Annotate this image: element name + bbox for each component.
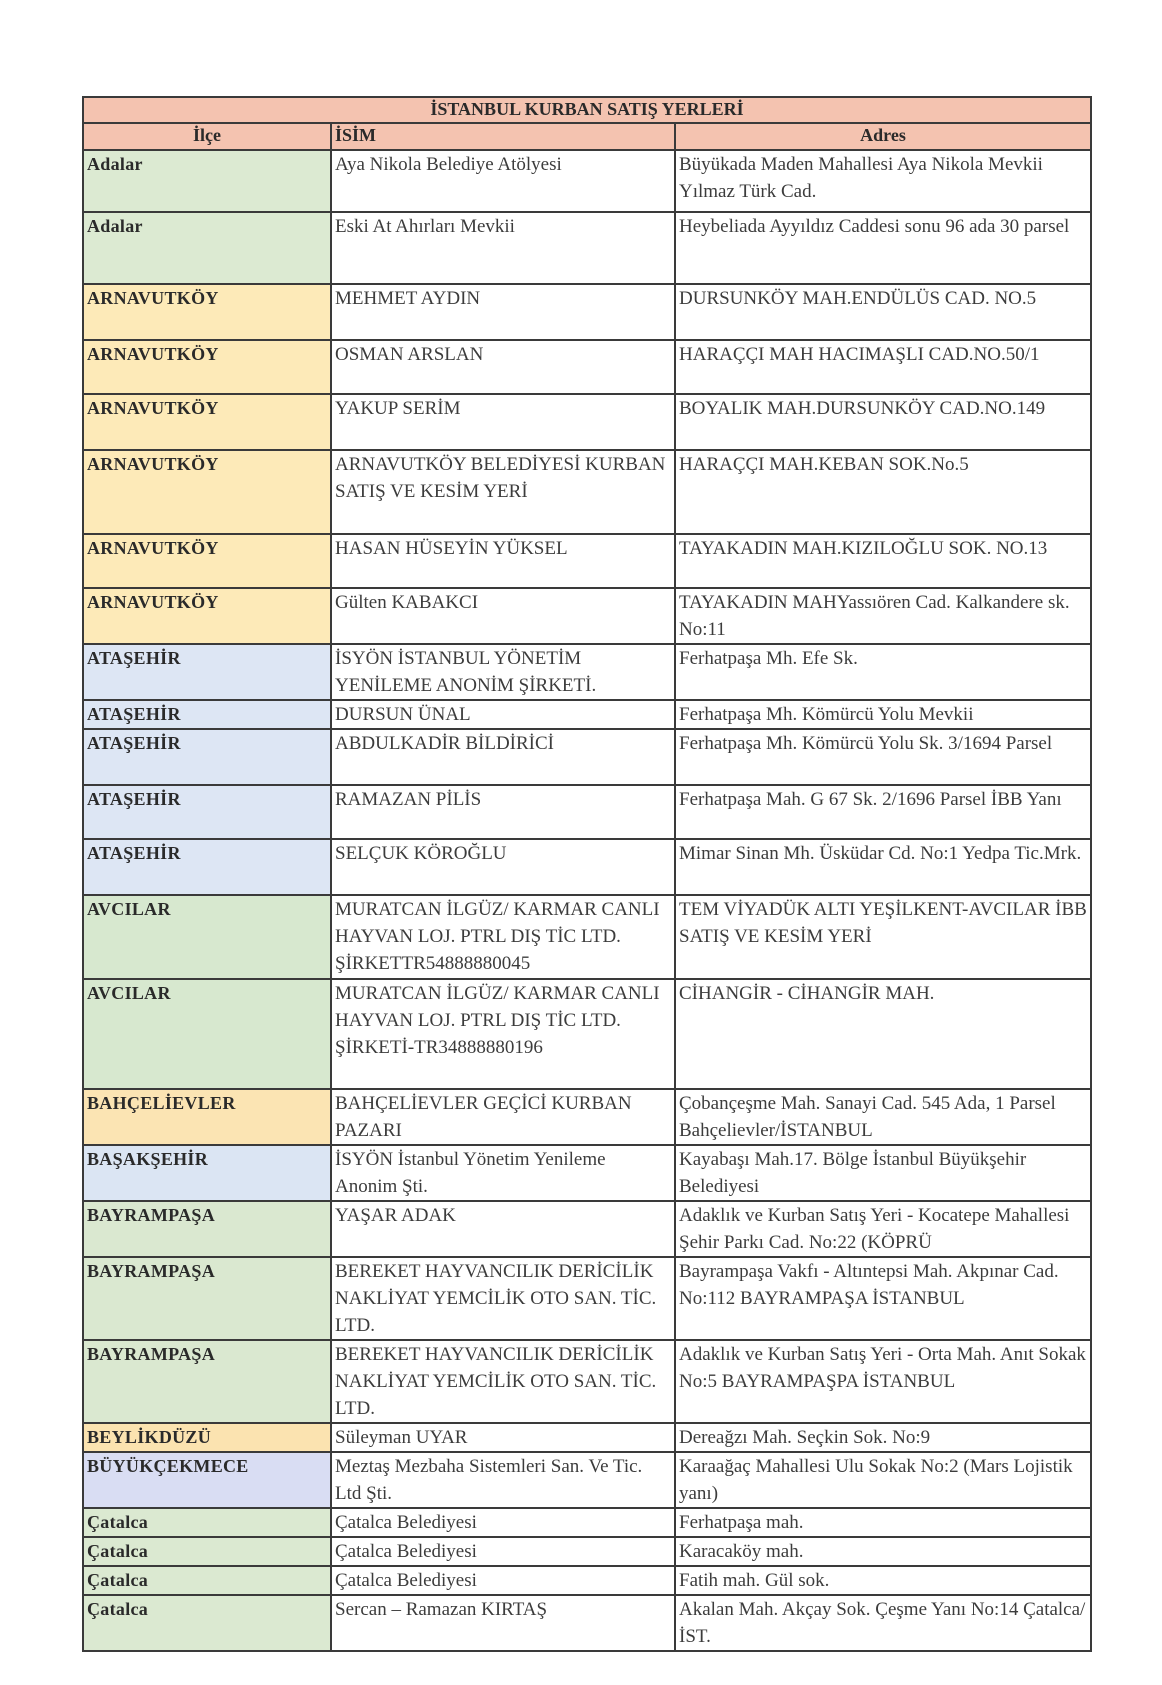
isim-cell: HASAN HÜSEYİN YÜKSEL <box>331 534 675 588</box>
isim-cell: Çatalca Belediyesi <box>331 1508 675 1537</box>
adres-cell: BOYALIK MAH.DURSUNKÖY CAD.NO.149 <box>675 394 1091 450</box>
table-row <box>83 588 1091 644</box>
table-header-row <box>83 123 1091 150</box>
adres-cell: HARAÇÇI MAH HACIMAŞLI CAD.NO.50/1 <box>675 340 1091 394</box>
table-row <box>83 729 1091 785</box>
adres-cell: Bayrampaşa Vakfı - Altıntepsi Mah. Akpınar Cad. No:112 BAYRAMPAŞA İSTANBUL <box>675 1257 1091 1340</box>
column-header-ilce: İlçe <box>83 123 331 150</box>
isim-cell: YAŞAR ADAK <box>331 1201 675 1257</box>
table-row <box>83 1145 1091 1201</box>
isim-cell: İSYÖN İSTANBUL YÖNETİM YENİLEME ANONİM ŞİRKETİ. <box>331 644 675 700</box>
ilce-cell: Adalar <box>83 150 331 212</box>
table-row <box>83 534 1091 588</box>
table-row <box>83 644 1091 700</box>
isim-cell: İSYÖN İstanbul Yönetim Yenileme Anonim Şti. <box>331 1145 675 1201</box>
table-row <box>83 1423 1091 1452</box>
isim-cell: YAKUP SERİM <box>331 394 675 450</box>
table-row <box>83 340 1091 394</box>
adres-cell: Büyükada Maden Mahallesi Aya Nikola Mevkii Yılmaz Türk Cad. <box>675 150 1091 212</box>
column-header-isim: İSİM <box>331 123 675 150</box>
table-row <box>83 1089 1091 1145</box>
isim-cell: OSMAN ARSLAN <box>331 340 675 394</box>
table-row <box>83 284 1091 340</box>
table-row <box>83 150 1091 212</box>
ilce-cell: BAHÇELİEVLER <box>83 1089 331 1145</box>
table-row <box>83 1537 1091 1566</box>
ilce-cell: ARNAVUTKÖY <box>83 450 331 534</box>
ilce-cell: AVCILAR <box>83 895 331 979</box>
adres-cell: Adaklık ve Kurban Satış Yeri - Kocatepe Mahallesi Şehir Parkı Cad. No:22 (KÖPRÜ <box>675 1201 1091 1257</box>
adres-cell: Kayabaşı Mah.17. Bölge İstanbul Büyükşehir Belediyesi <box>675 1145 1091 1201</box>
table-title-row <box>83 97 1091 123</box>
ilce-cell: ATAŞEHİR <box>83 644 331 700</box>
adres-cell: Ferhatpaşa Mh. Efe Sk. <box>675 644 1091 700</box>
adres-cell: Mimar Sinan Mh. Üsküdar Cd. No:1 Yedpa Tic.Mrk. <box>675 839 1091 895</box>
table-row <box>83 1566 1091 1595</box>
adres-cell: Çobançeşme Mah. Sanayi Cad. 545 Ada, 1 Parsel Bahçelievler/İSTANBUL <box>675 1089 1091 1145</box>
adres-cell: HARAÇÇI MAH.KEBAN SOK.No.5 <box>675 450 1091 534</box>
isim-cell: MURATCAN İLGÜZ/ KARMAR CANLI HAYVAN LOJ. PTRL DIŞ TİC LTD. ŞİRKETTR54888880045 <box>331 895 675 979</box>
adres-cell: Dereağzı Mah. Seçkin Sok. No:9 <box>675 1423 1091 1452</box>
isim-cell: Aya Nikola Belediye Atölyesi <box>331 150 675 212</box>
adres-cell: Fatih mah. Gül sok. <box>675 1566 1091 1595</box>
table-row <box>83 1257 1091 1340</box>
isim-cell: MEHMET AYDIN <box>331 284 675 340</box>
isim-cell: MURATCAN İLGÜZ/ KARMAR CANLI HAYVAN LOJ. PTRL DIŞ TİC LTD. ŞİRKETİ-TR34888880196 <box>331 979 675 1089</box>
isim-cell: DURSUN ÜNAL <box>331 700 675 729</box>
table-row <box>83 1452 1091 1508</box>
isim-cell: Eski At Ahırları Mevkii <box>331 212 675 284</box>
table-row <box>83 1201 1091 1257</box>
isim-cell: BAHÇELİEVLER GEÇİCİ KURBAN PAZARI <box>331 1089 675 1145</box>
isim-cell: Çatalca Belediyesi <box>331 1537 675 1566</box>
adres-cell: DURSUNKÖY MAH.ENDÜLÜS CAD. NO.5 <box>675 284 1091 340</box>
table-row <box>83 1595 1091 1651</box>
ilce-cell: Çatalca <box>83 1595 331 1651</box>
table-row <box>83 979 1091 1089</box>
isim-cell: Çatalca Belediyesi <box>331 1566 675 1595</box>
table-row <box>83 700 1091 729</box>
adres-cell: Heybeliada Ayyıldız Caddesi sonu 96 ada 30 parsel <box>675 212 1091 284</box>
ilce-cell: Adalar <box>83 212 331 284</box>
table-row <box>83 895 1091 979</box>
table-row <box>83 785 1091 839</box>
ilce-cell: BAYRAMPAŞA <box>83 1340 331 1423</box>
isim-cell: Gülten KABAKCI <box>331 588 675 644</box>
table-row <box>83 1340 1091 1423</box>
isim-cell: RAMAZAN PİLİS <box>331 785 675 839</box>
isim-cell: BEREKET HAYVANCILIK DERİCİLİK NAKLİYAT YEMCİLİK OTO SAN. TİC. LTD. <box>331 1257 675 1340</box>
adres-cell: Karacaköy mah. <box>675 1537 1091 1566</box>
ilce-cell: ATAŞEHİR <box>83 729 331 785</box>
kurban-table <box>82 96 1092 1652</box>
table-row <box>83 1508 1091 1537</box>
ilce-cell: ATAŞEHİR <box>83 700 331 729</box>
ilce-cell: BAYRAMPAŞA <box>83 1257 331 1340</box>
ilce-cell: ATAŞEHİR <box>83 839 331 895</box>
ilce-cell: ARNAVUTKÖY <box>83 588 331 644</box>
isim-cell: Süleyman UYAR <box>331 1423 675 1452</box>
ilce-cell: ATAŞEHİR <box>83 785 331 839</box>
adres-cell: Adaklık ve Kurban Satış Yeri - Orta Mah. Anıt Sokak No:5 BAYRAMPAŞPA İSTANBUL <box>675 1340 1091 1423</box>
ilce-cell: AVCILAR <box>83 979 331 1089</box>
ilce-cell: BÜYÜKÇEKMECE <box>83 1452 331 1508</box>
adres-cell: TEM VİYADÜK ALTI YEŞİLKENT-AVCILAR İBB SATIŞ VE KESİM YERİ <box>675 895 1091 979</box>
isim-cell: ARNAVUTKÖY BELEDİYESİ KURBAN SATIŞ VE KESİM YERİ <box>331 450 675 534</box>
table-row <box>83 839 1091 895</box>
table-row <box>83 212 1091 284</box>
isim-cell: SELÇUK KÖROĞLU <box>331 839 675 895</box>
ilce-cell: BAŞAKŞEHİR <box>83 1145 331 1201</box>
adres-cell: Akalan Mah. Akçay Sok. Çeşme Yanı No:14 Çatalca/İST. <box>675 1595 1091 1651</box>
table-title: İSTANBUL KURBAN SATIŞ YERLERİ <box>83 97 1091 123</box>
ilce-cell: BAYRAMPAŞA <box>83 1201 331 1257</box>
table-row <box>83 450 1091 534</box>
isim-cell: Meztaş Mezbaha Sistemleri San. Ve Tic. Ltd Şti. <box>331 1452 675 1508</box>
ilce-cell: ARNAVUTKÖY <box>83 340 331 394</box>
ilce-cell: Çatalca <box>83 1537 331 1566</box>
adres-cell: Karaağaç Mahallesi Ulu Sokak No:2 (Mars Lojistik yanı) <box>675 1452 1091 1508</box>
isim-cell: BEREKET HAYVANCILIK DERİCİLİK NAKLİYAT YEMCİLİK OTO SAN. TİC. LTD. <box>331 1340 675 1423</box>
column-header-adres: Adres <box>675 123 1091 150</box>
ilce-cell: BEYLİKDÜZÜ <box>83 1423 331 1452</box>
adres-cell: Ferhatpaşa Mh. Kömürcü Yolu Sk. 3/1694 Parsel <box>675 729 1091 785</box>
adres-cell: Ferhatpaşa Mah. G 67 Sk. 2/1696 Parsel İBB Yanı <box>675 785 1091 839</box>
table-row <box>83 394 1091 450</box>
adres-cell: Ferhatpaşa Mh. Kömürcü Yolu Mevkii <box>675 700 1091 729</box>
adres-cell: TAYAKADIN MAHYassıören Cad. Kalkandere sk. No:11 <box>675 588 1091 644</box>
isim-cell: Sercan – Ramazan KIRTAŞ <box>331 1595 675 1651</box>
adres-cell: CİHANGİR - CİHANGİR MAH. <box>675 979 1091 1089</box>
adres-cell: Ferhatpaşa mah. <box>675 1508 1091 1537</box>
ilce-cell: Çatalca <box>83 1508 331 1537</box>
ilce-cell: ARNAVUTKÖY <box>83 394 331 450</box>
adres-cell: TAYAKADIN MAH.KIZILOĞLU SOK. NO.13 <box>675 534 1091 588</box>
ilce-cell: ARNAVUTKÖY <box>83 534 331 588</box>
ilce-cell: Çatalca <box>83 1566 331 1595</box>
ilce-cell: ARNAVUTKÖY <box>83 284 331 340</box>
isim-cell: ABDULKADİR BİLDİRİCİ <box>331 729 675 785</box>
